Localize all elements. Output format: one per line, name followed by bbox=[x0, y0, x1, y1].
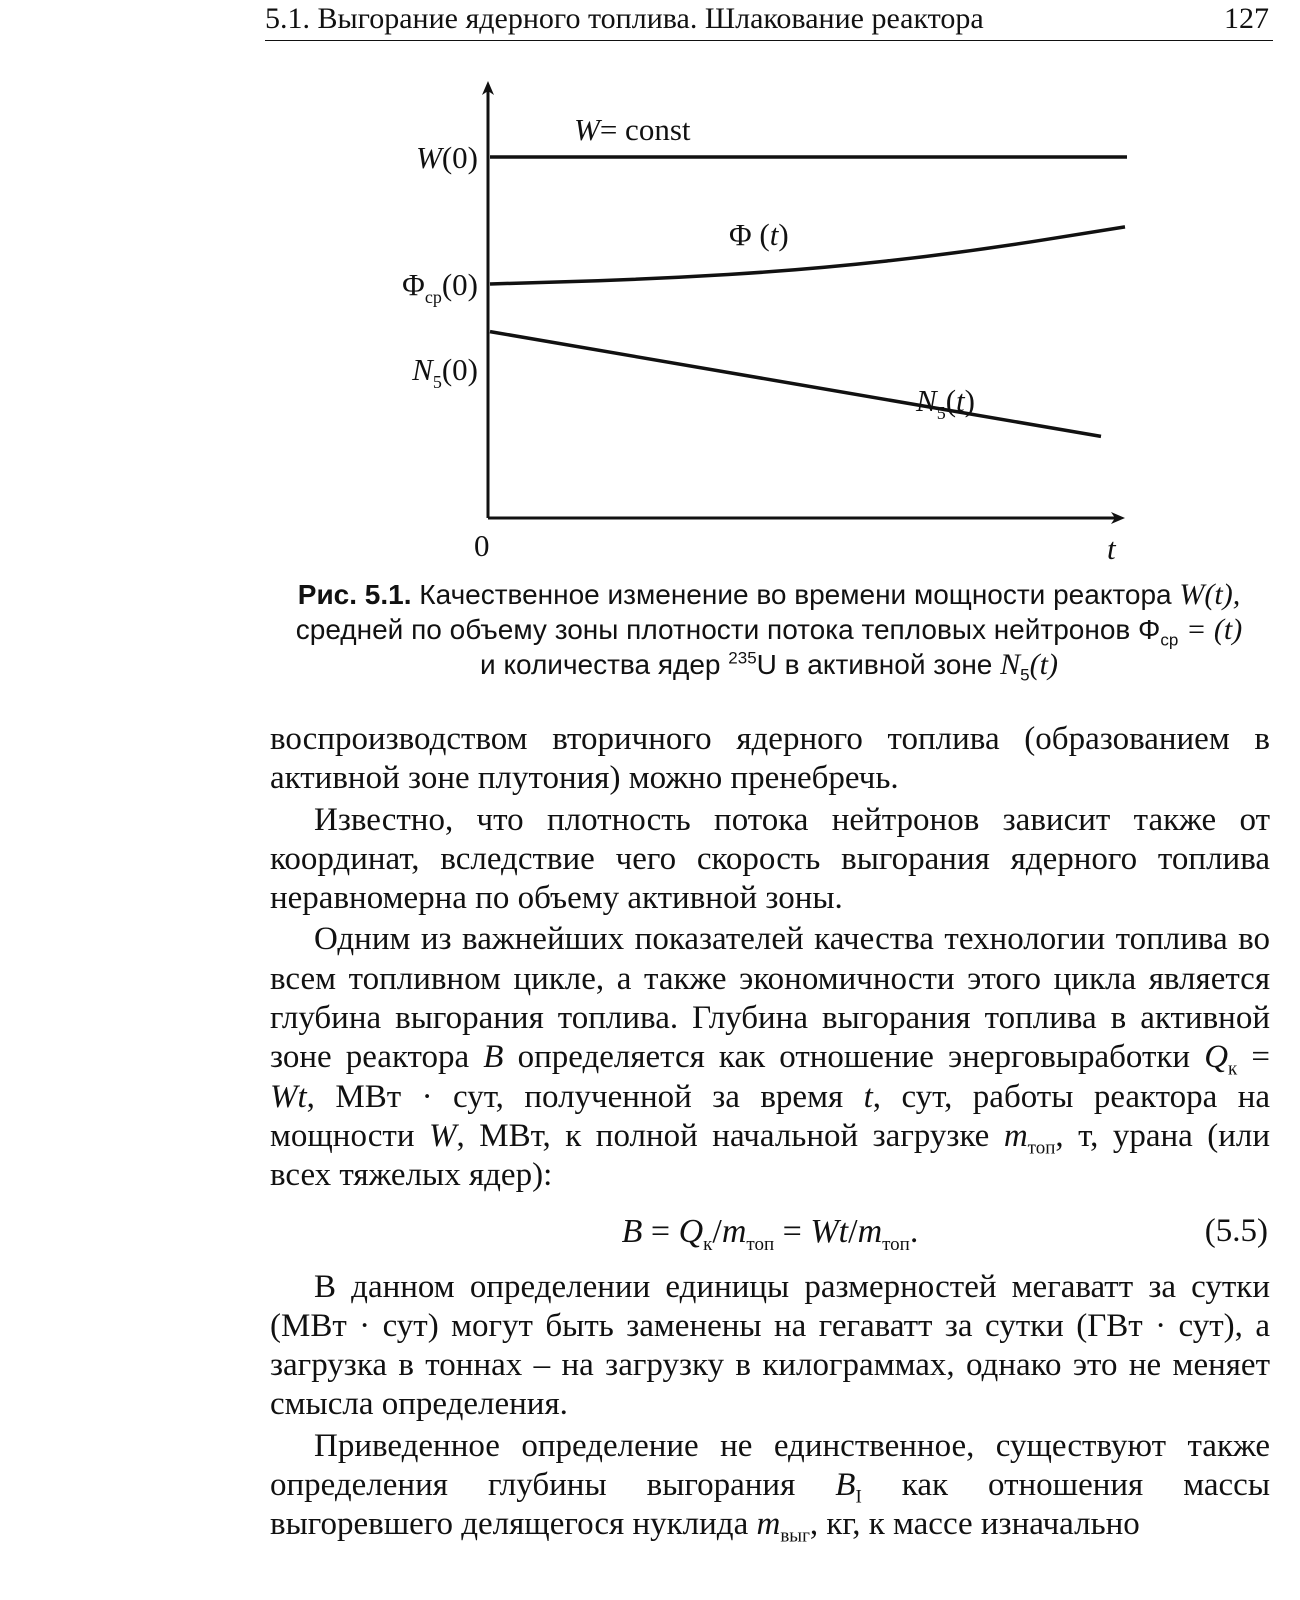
caption-line1-math: W(t), bbox=[1179, 578, 1241, 611]
series-phi-line bbox=[490, 227, 1125, 284]
caption-line1-text: Качественное изменение во времени мощности реактора bbox=[419, 579, 1172, 610]
y-tick-n50: $N_5(0)$ bbox=[412, 352, 478, 392]
p3-var-m: m bbox=[1003, 1117, 1028, 1154]
paragraph-1: воспроизводством вторичного ядерного топлива (образованием в активной зоне плутония) можно пренебречь. bbox=[270, 721, 1270, 797]
equation-number: (5.5) bbox=[1204, 1212, 1268, 1249]
x-axis-label: t bbox=[1107, 531, 1116, 566]
p3-var-wt: Wt bbox=[270, 1078, 307, 1115]
caption-line3-math-sub: 5 bbox=[1020, 665, 1030, 685]
caption-line3-sup: 235 bbox=[728, 648, 757, 668]
paragraph-3 bbox=[270, 920, 1270, 1195]
p3-text-e: , сут, работы реактора на мощности bbox=[270, 1078, 1271, 1154]
p3-var-w: W bbox=[429, 1117, 457, 1154]
caption-line2-sub: ср bbox=[1160, 630, 1179, 650]
y-tick-phi0: $\Phi_{ср}(0)$ bbox=[402, 267, 478, 307]
p5-var-b: B bbox=[835, 1467, 856, 1504]
paragraph-4: В данном определении единицы размерностей мегаватт за сутки (МВт · сут) могут быть заменены на гегаватт за сутки (ГВт · сут), а загрузка в тоннах – на загрузку в килограммах, однако это не меняет смысла определения. bbox=[270, 1268, 1270, 1423]
p3-text-b: определяется как отношение энерговыработки bbox=[517, 1039, 1191, 1076]
x-origin-label: 0 bbox=[474, 528, 490, 563]
page-number: 127 bbox=[1224, 2, 1269, 35]
caption-line3-math-arg: (t) bbox=[1029, 648, 1058, 681]
p3-var-b: B bbox=[483, 1039, 504, 1076]
p3-text-c: = bbox=[1251, 1039, 1271, 1076]
caption-line3-text: и количества ядер bbox=[480, 649, 721, 680]
paragraph-2: Известно, что плотность потока нейтронов зависит также от координат, вследствие чего скорость выгорания ядерного топлива неравномерна по объему активной зоны. bbox=[270, 801, 1270, 917]
running-header-title: 5.1. Выгорание ядерного топлива. Шлакование реактора bbox=[265, 2, 984, 35]
label-n5-t: $N_5(t)$ bbox=[916, 383, 975, 423]
figure-5-1-chart bbox=[0, 0, 1300, 580]
p3-text-f: , МВт, к полной начальной загрузке bbox=[456, 1117, 990, 1154]
p5-text-a: Приведенное определение не единственное, существуют также определения глубины выгорания bbox=[270, 1427, 1270, 1504]
p3-text-g: , т, урана (или всех тяжелых ядер): bbox=[270, 1117, 1271, 1194]
p5-var-b-sub: I bbox=[855, 1486, 862, 1508]
p3-var-t: t bbox=[863, 1078, 873, 1115]
caption-line3-math-base: N bbox=[1000, 648, 1021, 681]
p5-var-m-sub: выг bbox=[780, 1525, 810, 1547]
series-n5-line bbox=[490, 332, 1101, 437]
caption-line-1 bbox=[265, 577, 1273, 612]
caption-line2-math: = (t) bbox=[1186, 613, 1243, 646]
caption-line-2 bbox=[265, 612, 1273, 650]
p3-var-q-sub: к bbox=[1228, 1058, 1238, 1080]
p3-var-q: Q bbox=[1204, 1039, 1229, 1076]
p5-var-m: m bbox=[756, 1506, 781, 1543]
p3-var-m-sub: топ bbox=[1027, 1137, 1056, 1159]
label-w-const: W= const bbox=[574, 112, 691, 147]
paragraph-5 bbox=[270, 1427, 1270, 1545]
y-tick-w0: W(0) bbox=[416, 140, 478, 175]
p3-text-a: Одним из важнейших показателей качества технологии топлива во всем топливном цикле, а также экономичности этого цикла является глубина выгорания топлива. Глубина выгорания топлива в активной зоне реактора bbox=[270, 921, 1270, 1076]
caption-line3-text2: U в активной зоне bbox=[756, 649, 993, 680]
caption-line2-text: средней по объему зоны плотности потока тепловых нейтронов Φ bbox=[295, 614, 1161, 645]
label-phi-t: Φ (t) bbox=[729, 217, 789, 252]
formula-body: $B = Q_к/m_{топ} = Wt/m_{топ}$. bbox=[621, 1212, 919, 1255]
p5-text-c: , кг, к массе изначально bbox=[809, 1506, 1140, 1543]
body-text bbox=[270, 720, 1270, 1545]
caption-label: Рис. 5.1. bbox=[297, 579, 412, 610]
caption-line-3 bbox=[265, 647, 1273, 685]
figure-caption bbox=[265, 577, 1273, 685]
p3-text-d: , МВт · сут, полученной за время bbox=[306, 1078, 844, 1115]
p5-text-b: как отношения массы выгоревшего делящегося нуклида bbox=[270, 1467, 1270, 1543]
formula-5-5 bbox=[270, 1200, 1270, 1266]
